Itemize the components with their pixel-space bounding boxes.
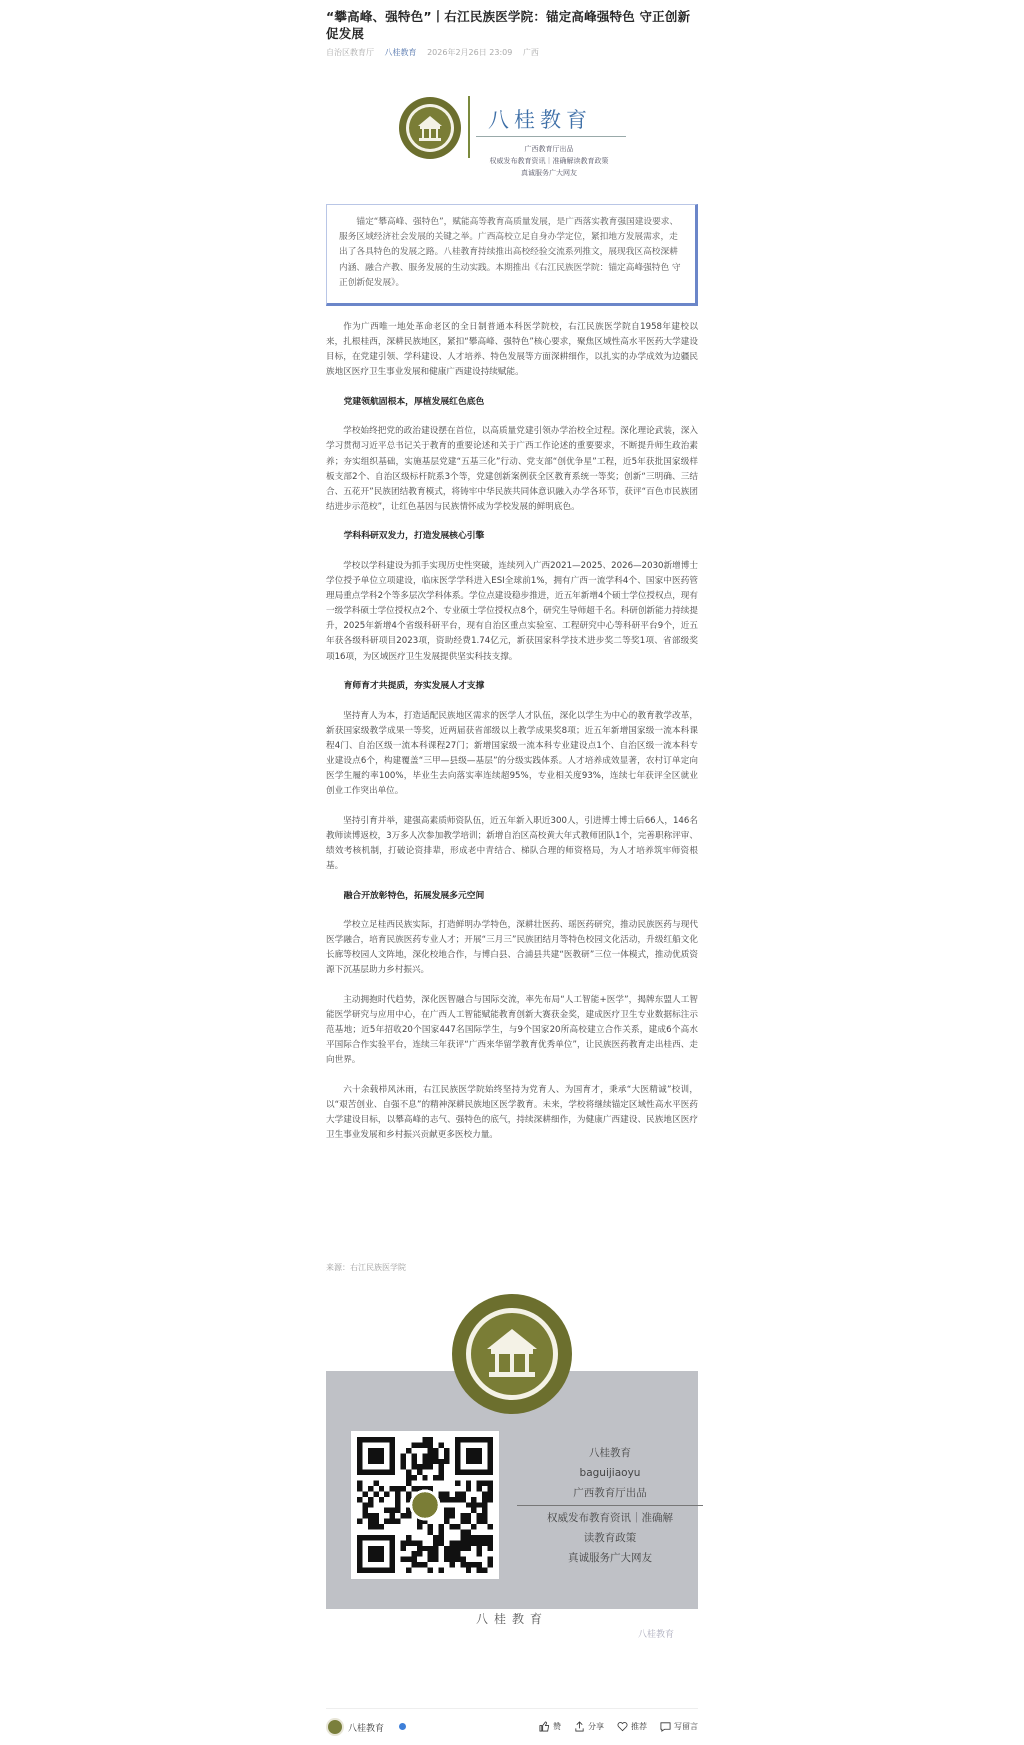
like-label: 赞 — [553, 1722, 561, 1731]
paragraph: 学校以学科建设为抓手实现历史性突破，连续列入广西2021—2025、2026—2030新增博士学位授予单位立项建设，临床医学学科进入ESI全球前1%，拥有广西一流学科4个、国家中医药管理局重点学科2个等多层次学科体系。学位点建设稳步推进，近五年新增4个硕士学位授权点，现有一级学科硕士学位授权点2个、专业硕士学位授权点8个，研究生导师超千名。科研创新能力持续提升，2025年新增4个省级科研平台，现有自治区重点实验室、工程研究中心等科研平台9个，近五年获各级科研项目2023项，资助经费1.74亿元，新获国家科学技术进步奖二等奖1项、省部级奖项16项，为区域医疗卫生发展提供坚实科技支撑。 — [326, 560, 698, 662]
card-line-2: baguijiaoyu — [579, 1467, 641, 1479]
comment-button[interactable] — [660, 1721, 698, 1732]
action-bar — [539, 1721, 698, 1732]
thumbs-up-icon — [539, 1721, 550, 1732]
banner-line-2: 权威发布教育资讯｜准确解读教育政策 — [489, 157, 609, 165]
paragraph: 坚持育人为本，打造适配民族地区需求的医学人才队伍，深化以学生为中心的教育教学改革，新获国家级教学成果一等奖，近两届获省部级以上教学成果奖8项；近五年新增国家级一流本科课程4门、自治区级一流本科课程27门；新增国家级一流本科专业建设点1个、自治区级一流本科专业建设点6个，构建覆盖“三甲—县级—基层”的分级实践体系。人才培养成效显著，农村订单定向医学生履约率100%，毕业生去向落实率连续超95%，专业相关度93%，连续七年获评全区就业创业工作突出单位。 — [326, 710, 698, 797]
banner-line-3: 真诚服务广大网友 — [521, 169, 577, 177]
paragraph: 作为广西唯一地处革命老区的全日制普通本科医学院校，右江民族医学院自1958年建校以来，扎根桂西，深耕民族地区，紧扣“攀高峰、强特色”核心要求，聚焦区域性高水平医药大学建设目标，在党建引领、学科建设、人才培养、特色发展等方面深耕细作，以扎实的办学成效为边疆民族地区医疗卫生事业发展和健康广西建设持续赋能。 — [326, 322, 698, 378]
verified-icon — [399, 1723, 406, 1730]
card-divider — [517, 1505, 703, 1506]
meta-location: 广西 — [522, 48, 539, 57]
card-line-4: 权威发布教育资讯｜准确解 — [547, 1512, 673, 1524]
banner-rule — [476, 136, 626, 137]
card-line-6: 真诚服务广大网友 — [568, 1552, 652, 1564]
education-dept-emblem-icon — [451, 1293, 573, 1415]
article-title: “攀高峰、强特色”丨右江民族医学院：锚定高峰强特色 守正创新促发展 — [326, 9, 691, 41]
section-heading: 党建领航固根本，厚植发展红色底色 — [343, 396, 485, 407]
recommend-button[interactable] — [617, 1721, 647, 1732]
heart-icon — [617, 1721, 628, 1732]
article-body — [326, 320, 698, 1158]
paragraph: 六十余载栉风沐雨，右江民族医学院始终坚持为党育人、为国育才，秉承“大医精诚”校训，以“艰苦创业、自强不息”的精神深耕民族地区医学教育。未来，学校将继续锚定区域性高水平医药大学建设目标，以攀高峰的志气、强特色的底气，持续深耕细作，为健康广西建设、民族地区医疗卫生事业发展和乡村振兴贡献更多医校力量。 — [326, 1084, 698, 1141]
article-meta — [326, 47, 698, 59]
card-line-1: 八桂教育 — [589, 1447, 631, 1459]
paragraph: 坚持引育并举，建强高素质师资队伍，近五年新入职近300人，引进博士博士后66人，146名教师读博返校，3万多人次参加教学培训；新增自治区高校黄大年式教师团队1个，完善职称评审、绩效考核机制，打破论资排辈，形成老中青结合、梯队合理的师资格局，为人才培养筑牢师资根基。 — [326, 815, 698, 871]
paragraph: 主动拥抱时代趋势，深化医智融合与国际交流，率先布局“人工智能+医学”，揭牌东盟人工智能医学研究与应用中心，在广西人工智能赋能教育创新大赛获金奖，建成医疗卫生专业数据标注示范基地；近5年招收20个国家447名国际学生，与9个国家20所高校建立合作关系，建成6个高水平国际合作实验平台，连续三年获评“广西来华留学教育优秀单位”，让民族医药教育走出桂西、走向世界。 — [326, 994, 698, 1066]
section-heading: 学科科研双发力，打造发展核心引擎 — [343, 531, 485, 542]
footer-card-text — [510, 1443, 710, 1568]
qr-code — [351, 1431, 499, 1579]
watermark: 八桂教育 — [638, 1630, 675, 1640]
banner-line-1: 广西教育厅出品 — [524, 145, 574, 153]
card-line-3: 广西教育厅出品 — [573, 1487, 647, 1499]
share-button[interactable] — [574, 1721, 604, 1732]
header-banner — [398, 96, 630, 186]
account-avatar[interactable] — [326, 1718, 344, 1736]
education-dept-seal-icon — [398, 96, 462, 160]
comment-label: 写留言 — [674, 1722, 698, 1731]
share-icon — [574, 1721, 585, 1732]
paragraph: 学校始终把党的政治建设摆在首位，以高质量党建引领办学治校全过程。深化理论武装，深入学习贯彻习近平总书记关于教育的重要论述和关于广西工作论述的重要要求，不断提升师生政治素养；夯实组织基础，实施基层党建“五基三化”行动、党支部“创优争星”工程，近5年获批国家级样板支部2个、自治区级标杆院系3个等，党建创新案例获全区教育系统一等奖；创新“三明确、三结合、五花开”民族团结教育模式，将铸牢中华民族共同体意识融入办学各环节，获评“百色市民族团结进步示范校”，让红色基因与民族情怀成为学校发展的鲜明底色。 — [326, 426, 698, 512]
recommend-label: 推荐 — [631, 1722, 647, 1731]
card-line-5: 读教育政策 — [583, 1532, 637, 1544]
banner-brand: 八桂教育 — [488, 108, 592, 132]
article-header — [326, 8, 698, 59]
intro-quote-box: 锚定“攀高峰、强特色”，赋能高等教育高质量发展，是广西落实教育强国建设要求、服务区域经济社会发展的关键之举。广西高校立足自身办学定位，紧扣地方发展需求，走出了各具特色的发展之路。八桂教育持续推出高校经验交流系列推文，展现我区高校深耕内涵、融合产教、服务发展的生动实践。本期推出《右江民族医学院：锚定高峰强特色 守正创新促发展》。 — [326, 204, 698, 306]
meta-org: 自治区教育厅 — [326, 48, 374, 57]
account-name[interactable]: 八桂教育 — [348, 1724, 385, 1734]
meta-time: 2026年2月26日 23:09 — [427, 48, 513, 57]
section-heading: 融合开放彰特色，拓展发展多元空间 — [343, 890, 485, 901]
bottom-bar — [326, 1708, 698, 1744]
like-button[interactable] — [539, 1721, 561, 1732]
section-heading: 育师育才共提质，夯实发展人才支撑 — [343, 681, 485, 692]
comment-icon — [660, 1721, 671, 1732]
share-label: 分享 — [588, 1722, 604, 1731]
footer-title: 八桂教育 — [475, 1612, 548, 1626]
paragraph: 学校立足桂西民族实际，打造鲜明办学特色，深耕壮医药、瑶医药研究，推动民族医药与现代医学融合，培育民族医药专业人才；开展“三月三”民族团结月等特色校园文化活动，升级红船文化长廊等校园人文阵地，深化校地合作，与博白县、合浦县共建“医教研”三位一体模式，推动优质资源下沉基层助力乡村振兴。 — [326, 920, 698, 976]
meta-account-link[interactable]: 八桂教育 — [384, 48, 417, 57]
article-source: 来源：右江民族医学院 — [326, 1263, 406, 1272]
